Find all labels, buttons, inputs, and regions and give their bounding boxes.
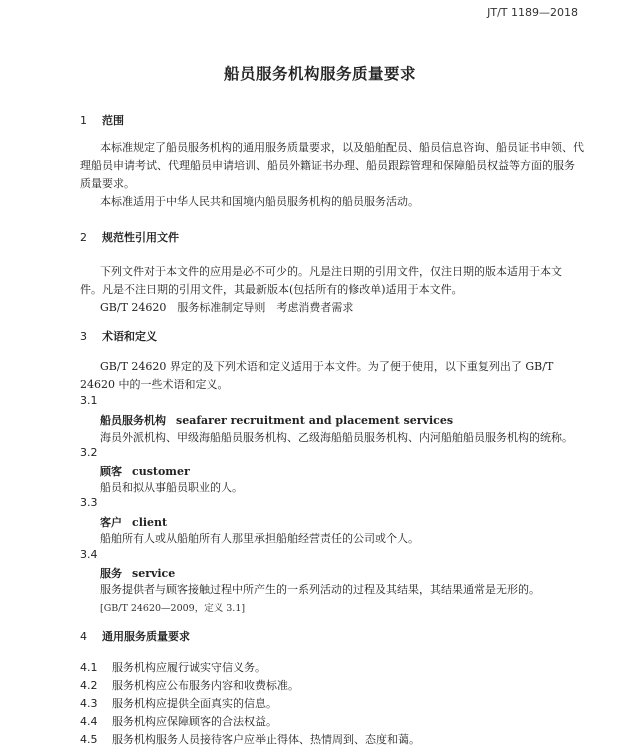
section-number: 3 [80, 330, 87, 343]
term-en: service [132, 567, 176, 580]
item-text: 服务机构服务人员接待客户应举止得体、热情周到、态度和蔼。 [112, 733, 420, 746]
term-en: seafarer recruitment and placement services [176, 414, 454, 427]
term-definition: 船员和拟从事船员职业的人。 [100, 481, 243, 494]
term-heading [100, 565, 175, 581]
list-item [80, 695, 277, 711]
term-definition: 海员外派机构、甲级海船船员服务机构、乙级海船船员服务机构、内河船舶船员服务机构的统称。 [100, 431, 573, 444]
item-number: 4.3 [80, 697, 98, 710]
section-3-heading [80, 328, 157, 344]
paragraph-line: 24620 中的一些术语和定义。 [80, 378, 229, 391]
paragraph-line: 理船员申请考试、代理船员申请培训、船员外籍证书办理、船员跟踪管理和保障船员权益等方面的服务 [80, 159, 575, 172]
term-number: 3.1 [80, 394, 98, 407]
paragraph-line: 本标准规定了船员服务机构的通用服务质量要求，以及船舶配员、船员信息咨询、船员证书申领、代 [100, 141, 584, 154]
section-4-heading [80, 628, 190, 644]
term-number: 3.4 [80, 548, 98, 561]
term-heading [100, 463, 190, 479]
term-en: client [132, 516, 168, 529]
standard-number: JT/T 1189—2018 [487, 6, 578, 19]
term-cn: 船员服务机构 [100, 414, 166, 427]
section-title: 术语和定义 [102, 330, 157, 343]
term-cn: 顾客 [100, 465, 122, 478]
paragraph-line: 下列文件对于本文件的应用是必不可少的。凡是注日期的引用文件，仅注日期的版本适用于本文 [100, 265, 562, 278]
section-2-heading [80, 229, 179, 245]
document-title: 船员服务机构服务质量要求 [223, 65, 416, 83]
paragraph-line: GB/T 24620 界定的及下列术语和定义适用于本文件。为了便于使用，以下重复列出了 GB/T [100, 360, 554, 373]
section-number: 1 [80, 114, 87, 127]
term-heading [100, 514, 167, 530]
term-definition: 服务提供者与顾客接触过程中所产生的一系列活动的过程及其结果，其结果通常是无形的。 [100, 583, 540, 596]
list-item [80, 677, 299, 693]
item-number: 4.5 [80, 733, 98, 746]
paragraph-line: 件。凡是不注日期的引用文件，其最新版本(包括所有的修改单)适用于本文件。 [80, 283, 463, 296]
term-source-note: [GB/T 24620—2009，定义 3.1] [100, 603, 246, 614]
term-definition: 船舶所有人或从船舶所有人那里承担船舶经营责任的公司或个人。 [100, 532, 419, 545]
term-en: customer [132, 465, 190, 478]
item-number: 4.2 [80, 679, 98, 692]
term-cn: 服务 [100, 567, 122, 580]
section-title: 规范性引用文件 [102, 231, 179, 244]
item-text: 服务机构应保障顾客的合法权益。 [112, 715, 277, 728]
paragraph-line: GB/T 24620 服务标准制定导则 考虑消费者需求 [100, 301, 354, 314]
list-item [80, 659, 266, 675]
section-1-heading [80, 112, 124, 128]
item-text: 服务机构应公布服务内容和收费标准。 [112, 679, 299, 692]
paragraph-line: 本标准适用于中华人民共和国境内船员服务机构的船员服务活动。 [100, 195, 419, 208]
item-number: 4.1 [80, 661, 98, 674]
term-cn: 客户 [100, 516, 122, 529]
term-number: 3.2 [80, 446, 98, 459]
list-item [80, 731, 420, 747]
section-number: 2 [80, 231, 87, 244]
item-text: 服务机构应提供全面真实的信息。 [112, 697, 277, 710]
item-number: 4.4 [80, 715, 98, 728]
term-number: 3.3 [80, 496, 98, 509]
paragraph-line: 质量要求。 [80, 177, 135, 190]
term-heading [100, 412, 453, 428]
section-title: 通用服务质量要求 [102, 630, 190, 643]
item-text: 服务机构应履行诚实守信义务。 [112, 661, 266, 674]
list-item [80, 713, 277, 729]
section-title: 范围 [102, 114, 124, 127]
section-number: 4 [80, 630, 87, 643]
